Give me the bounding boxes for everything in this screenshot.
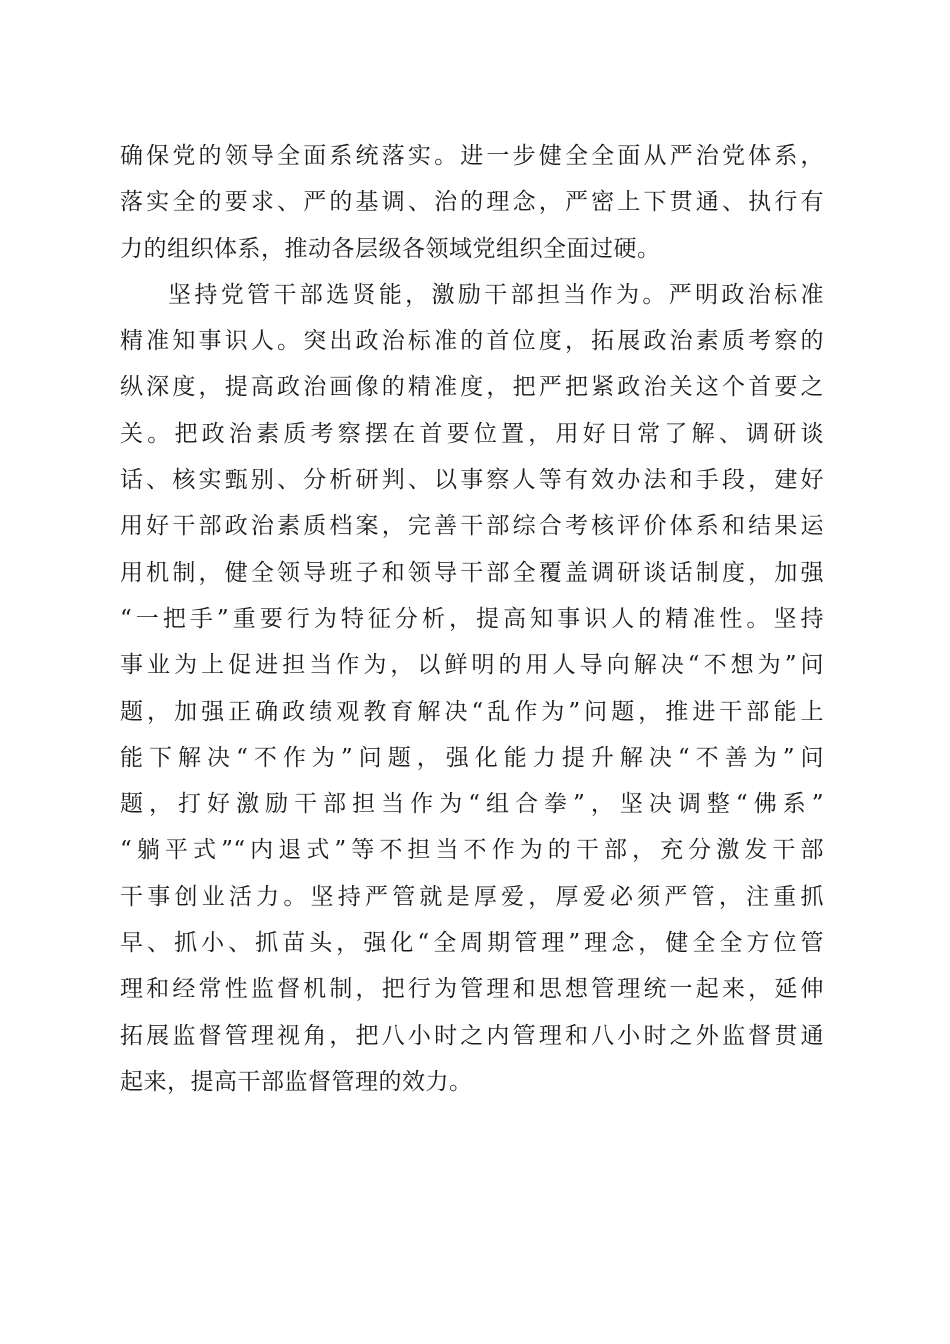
- text-line: 纵深度，提高政治画像的精准度，把严把紧政治关这个首要之: [120, 374, 824, 401]
- text-line: 拓展监督管理视角，把八小时之内管理和八小时之外监督贯通: [120, 1022, 824, 1049]
- text-line: 题，打好激励干部担当作为“组合拳”，坚决调整“佛系”: [120, 791, 824, 818]
- text-line: 确保党的领导全面系统落实。进一步健全全面从严治党体系，: [120, 143, 824, 169]
- text-line: 用好干部政治素质档案，完善干部综合考核评价体系和结果运: [120, 513, 824, 540]
- text-line: 关。把政治素质考察摆在首要位置，用好日常了解、调研谈: [120, 420, 824, 447]
- text-line: 能下解决“不作为”问题，强化能力提升解决“不善为”问: [120, 744, 824, 771]
- paragraph-first-line: 坚持党管干部选贤能，激励干部担当作为。严明政治标准: [168, 281, 824, 308]
- text-line: 精准知事识人。突出政治标准的首位度，拓展政治素质考察的: [120, 328, 824, 355]
- text-line: 力的组织体系，推动各层级各领域党组织全面过硬。: [120, 235, 661, 262]
- text-line: 题，加强正确政绩观教育解决“乱作为”问题，推进干部能上: [120, 698, 824, 725]
- text-line: 话、核实甄别、分析研判、以事察人等有效办法和手段，建好: [120, 467, 824, 494]
- text-line: “一把手”重要行为特征分析，提高知事识人的精准性。坚持: [120, 605, 824, 632]
- text-line: 干事创业活力。坚持严管就是厚爱，厚爱必须严管，注重抓: [120, 883, 824, 910]
- text-line: “躺平式”“内退式”等不担当不作为的干部，充分激发干部: [120, 837, 824, 864]
- body-text: [120, 133, 824, 1105]
- text-line: 理和经常性监督机制，把行为管理和思想管理统一起来，延伸: [120, 976, 824, 1003]
- text-line: 起来，提高干部监督管理的效力。: [120, 1068, 473, 1095]
- text-line: 用机制，健全领导班子和领导干部全覆盖调研谈话制度，加强: [120, 559, 824, 586]
- text-line: 落实全的要求、严的基调、治的理念，严密上下贯通、执行有: [120, 189, 824, 216]
- text-line: 事业为上促进担当作为，以鲜明的用人导向解决“不想为”问: [120, 652, 824, 679]
- text-line: 早、抓小、抓苗头，强化“全周期管理”理念，健全全方位管: [120, 930, 824, 957]
